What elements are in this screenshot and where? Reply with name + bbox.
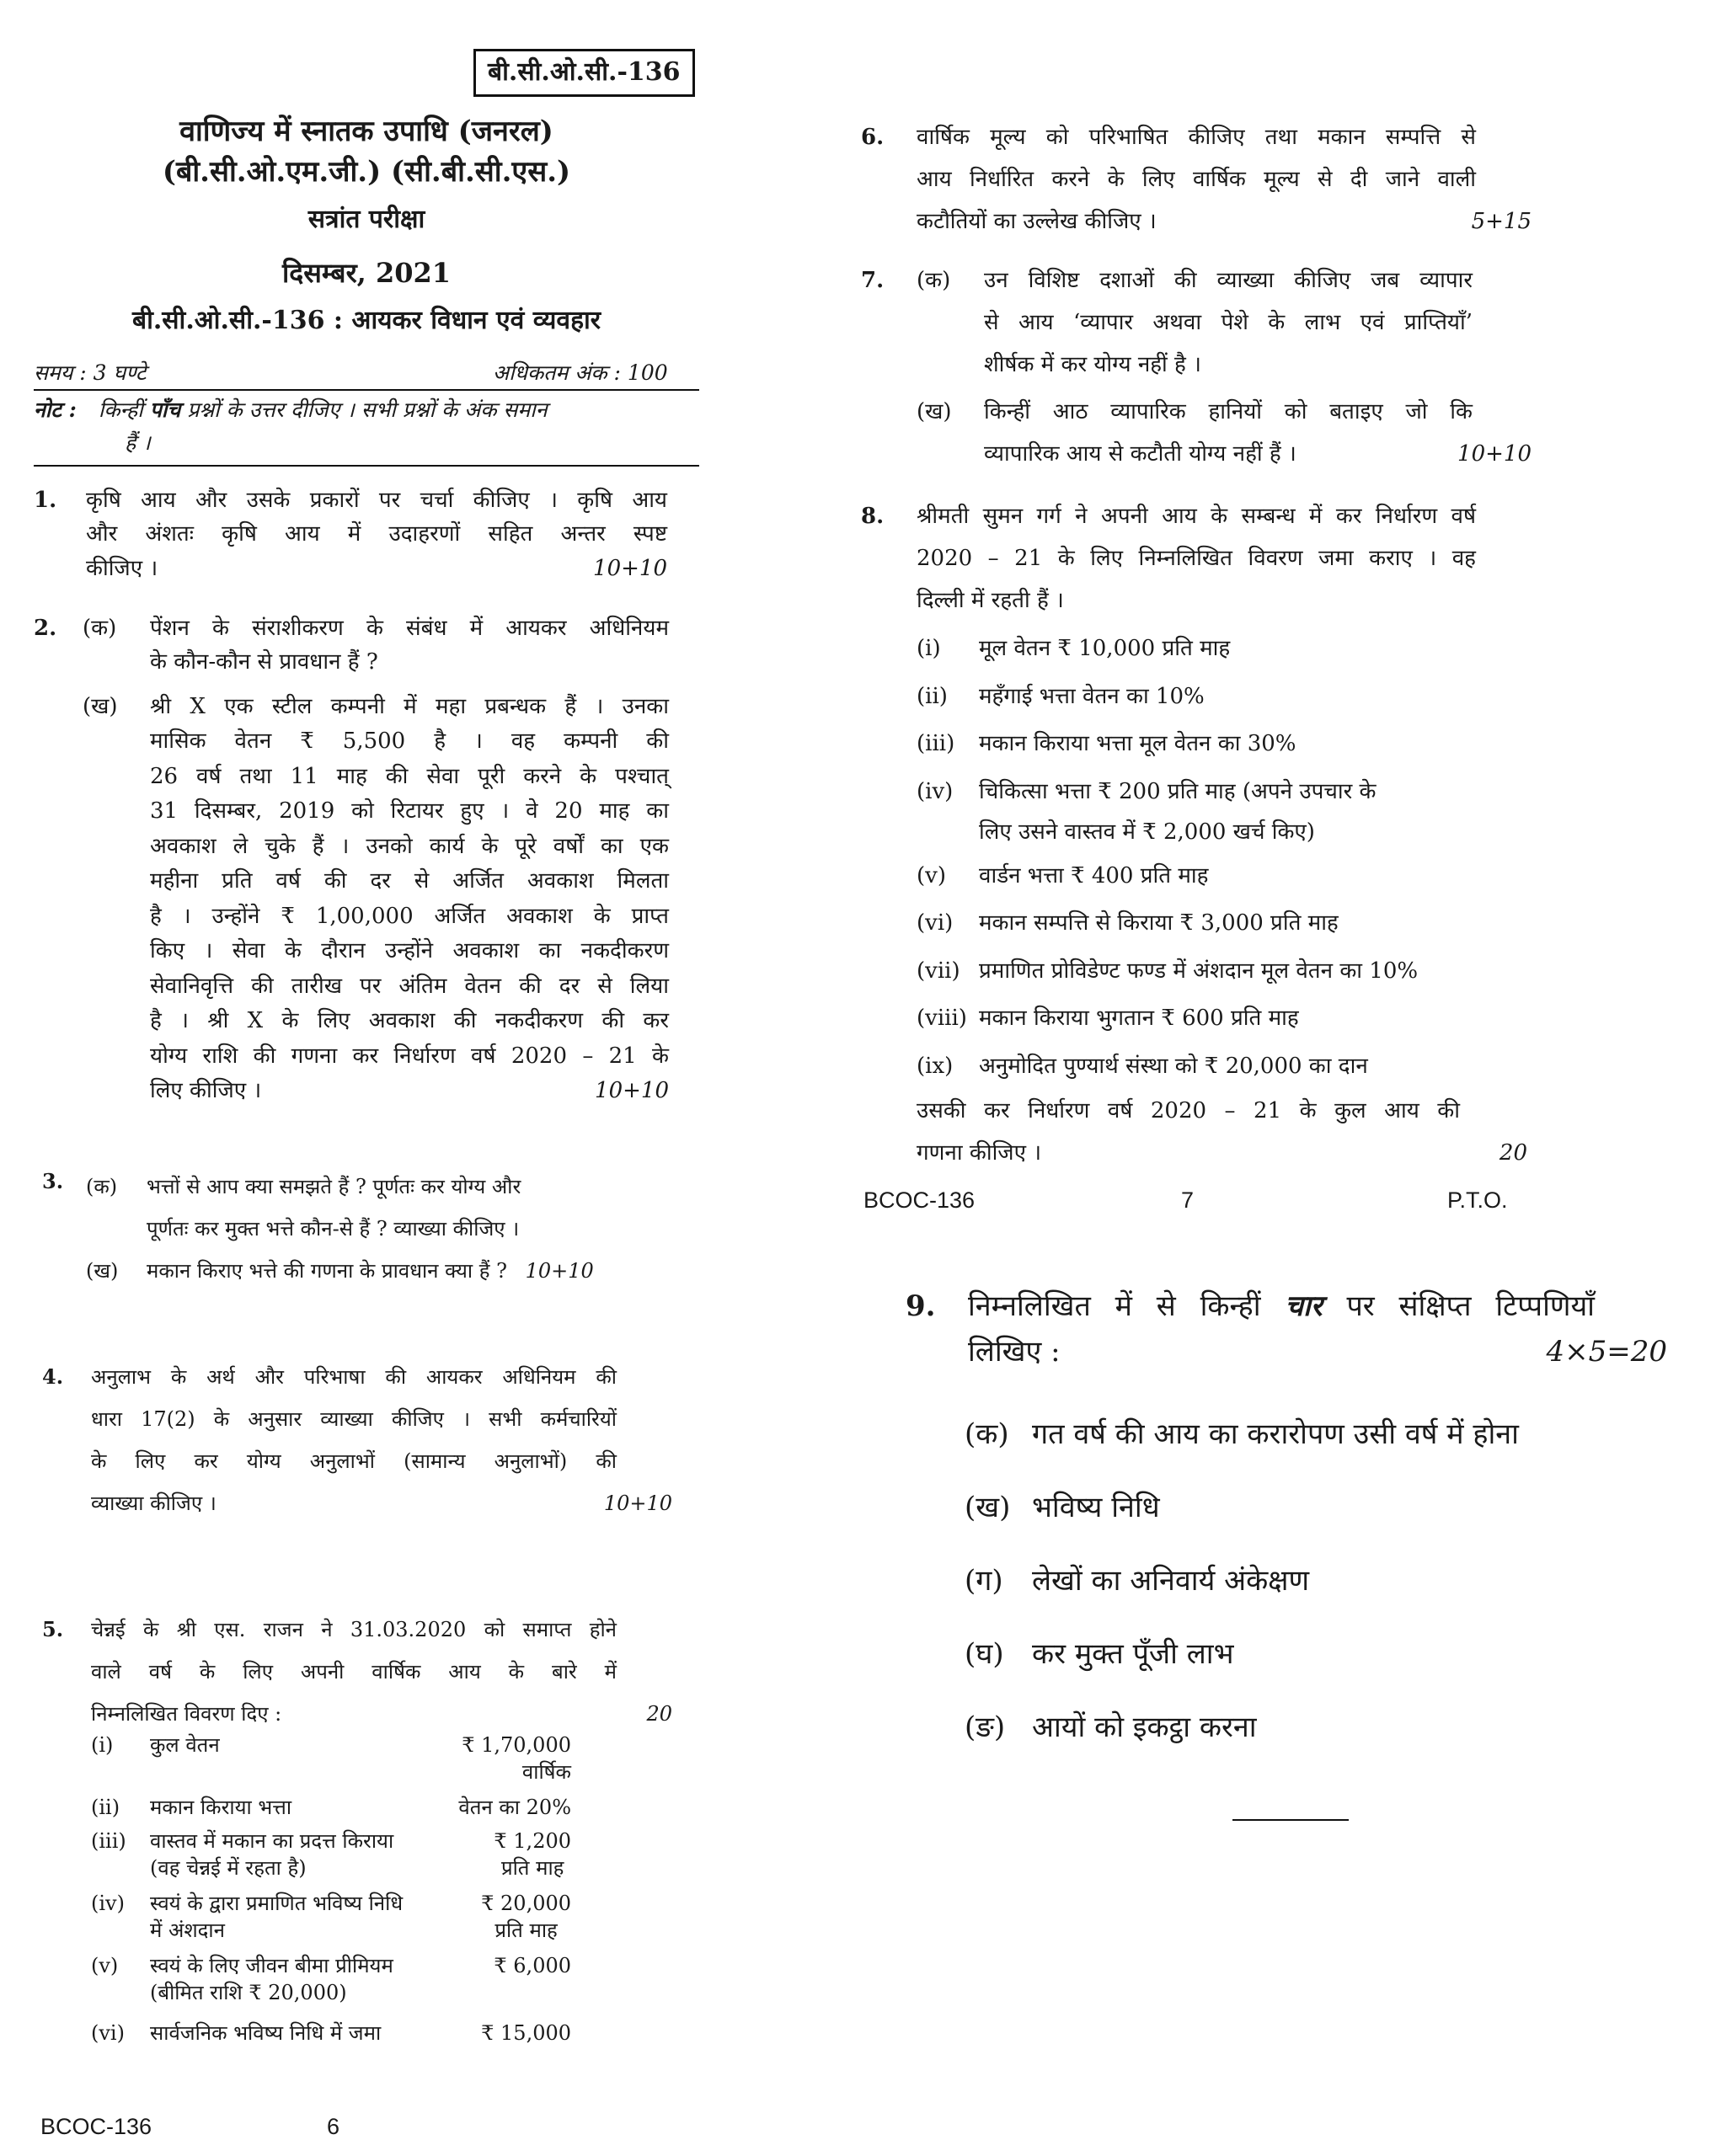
sub-label: (क): [917, 268, 951, 293]
footer-page-number: 7: [1181, 1187, 1195, 1213]
question-line: के कौन-कौन से प्रावधान हैं ?: [150, 649, 378, 675]
question-number: 1.: [34, 488, 57, 513]
question-line: निम्नलिखित में से किन्हीं चार पर संक्षिप्त टिप्पणियाँ: [968, 1289, 1595, 1323]
exam-title: सत्रांत परीक्षा: [307, 205, 425, 234]
question-line: मकान किराए भत्ते की गणना के प्रावधान क्या हैं ?: [147, 1259, 507, 1283]
marks: 10+10: [1457, 441, 1532, 467]
note-pre: किन्हीं: [98, 398, 143, 422]
header-rule-bottom: [34, 465, 699, 467]
list-item: (iv) चिकित्सा भत्ता ₹ 200 प्रति माह (अपने उपचार के लिए उसने वास्तव में ₹ 2,000 खर्च किए): [917, 778, 1377, 845]
programme-title: (बी.सी.ओ.एम.जी.) (सी.बी.सी.एस.): [162, 155, 571, 189]
question-9: [906, 1283, 1667, 1375]
list-item: (ग) लेखों का अनिवार्य अंकेक्षण: [965, 1564, 1310, 1598]
question-number: 6.: [861, 125, 885, 150]
list-item: (vi) सार्वजनिक भविष्य निधि में जमा ₹ 15,000: [91, 2021, 571, 2045]
course-code-box: [473, 49, 695, 97]
sub-label: (ख): [83, 693, 118, 719]
marks: 10+10: [525, 1259, 594, 1283]
note-line2: हैं ।: [125, 430, 151, 455]
question-line: वार्षिक मूल्य को परिभाषित कीजिए तथा मकान सम्पत्ति से: [917, 125, 1476, 150]
question-line: लिए कीजिए ।: [150, 1078, 262, 1104]
question-line: है । उन्होंने ₹ 1,00,000 अर्जित अवकाश के प्राप्त: [150, 903, 669, 929]
question-line: मासिक वेतन ₹ 5,500 है । वह कम्पनी की: [150, 728, 669, 755]
question-line: श्रीमती सुमन गर्ग ने अपनी आय के सम्बन्ध में कर निर्धारण वर्ष: [917, 504, 1476, 529]
marks: 20: [1499, 1140, 1527, 1166]
list-item: (ii) महँगाई भत्ता वेतन का 10%: [917, 683, 1205, 709]
question-line: से आय ‘व्यापार अथवा पेशे के लाभ एवं प्राप्तियाँ’: [984, 310, 1473, 335]
question-line: आय निर्धारित करने के लिए वार्षिक मूल्य से दी जाने वाली: [917, 167, 1476, 192]
list-item: (घ) कर मुक्त पूँजी लाभ: [965, 1637, 1234, 1671]
list-item: (ख) भविष्य निधि: [965, 1491, 1160, 1524]
question-4: [42, 1356, 672, 1524]
marks: 10+10: [603, 1492, 672, 1515]
list-item: (iv) स्वयं के द्वारा प्रमाणित भविष्य निधि में अंशदान ₹ 20,000 प्रति माह: [91, 1892, 571, 1942]
end-rule: [1232, 1819, 1349, 1821]
list-item: (i) कुल वेतन ₹ 1,70,000 वार्षिक: [91, 1733, 571, 1784]
list-item: (iii) मकान किराया भत्ता मूल वेतन का 30%: [917, 731, 1296, 756]
question-number: 8.: [861, 504, 885, 529]
q5-details-list: [91, 1732, 571, 2047]
question-line: व्यापारिक आय से कटौती योग्य नहीं हैं ।: [984, 441, 1296, 467]
sub-label: (क): [83, 616, 117, 641]
list-item: (ii) मकान किराया भत्ता वेतन का 20%: [91, 1796, 571, 1819]
sub-question-a: [83, 611, 699, 680]
question-line: है । श्री X के लिए अवकाश की नकदीकरण की कर: [150, 1008, 669, 1034]
question-line: वाले वर्ष के लिए अपनी वार्षिक आय के बारे में: [91, 1660, 617, 1684]
sub-label: (ख): [86, 1259, 119, 1283]
marks: 5+15: [1471, 209, 1532, 234]
footer-course-code: BCOC-136: [40, 2114, 152, 2139]
question-line: निम्नलिखित विवरण दिए :: [91, 1702, 282, 1726]
list-item: (vii) प्रमाणित प्रोविडेण्ट फण्ड में अंशदान मूल वेतन का 10%: [917, 958, 1419, 984]
list-item: (i) मूल वेतन ₹ 10,000 प्रति माह: [917, 636, 1231, 661]
question-8: [861, 495, 1526, 622]
question-line: उन विशिष्ट दशाओं की व्याख्या कीजिए जब व्यापार: [984, 268, 1473, 293]
question-line: अनुलाभ के अर्थ और परिभाषा की आयकर अधिनियम की: [91, 1365, 617, 1389]
marks: 4×5=20: [1546, 1335, 1667, 1369]
footer-page-number: 6: [327, 2114, 340, 2139]
list-item: (iii) वास्तव में मकान का प्रदत्त किराया (वह चेन्नई में रहता है) ₹ 1,200 प्रति माह: [91, 1829, 571, 1880]
note-bold: पाँच: [149, 398, 181, 422]
q8-details-list: [917, 625, 1527, 1174]
sub-label: (ख): [917, 399, 952, 424]
sub-question-b: [86, 1255, 632, 1287]
question-line: किन्हीं आठ व्यापारिक हानियों को बताइए जो कि: [984, 399, 1473, 424]
list-item: (v) स्वयं के लिए जीवन बीमा प्रीमियम (बीमित राशि ₹ 20,000) ₹ 6,000: [91, 1954, 571, 2004]
marks: 10+10: [595, 1078, 669, 1104]
question-line: धारा 17(2) के अनुसार व्याख्या कीजिए । सभी कर्मचारियों: [91, 1407, 617, 1431]
question-line: भत्तों से आप क्या समझते हैं ? पूर्णतः कर योग्य और: [147, 1175, 521, 1198]
question-line: 31 दिसम्बर, 2019 को रिटायर हुए । वे 20 माह का: [150, 798, 669, 825]
question-line: श्री X एक स्टील कम्पनी में महा प्रबन्धक हैं । उनका: [150, 693, 669, 719]
question-number: 7.: [861, 268, 885, 293]
header-rule-top: [34, 389, 699, 391]
question-line: महीना प्रति वर्ष की दर से अर्जित अवकाश मिलता: [150, 868, 669, 894]
question-line: 2020 – 21 के लिए निम्नलिखित विवरण जमा कराए । वह: [917, 546, 1476, 571]
sub-question-b: [83, 690, 699, 1109]
marks: 10+10: [593, 555, 667, 581]
note-label: नोट :: [34, 398, 77, 422]
question-6: [861, 116, 1532, 243]
question-number: 3.: [42, 1169, 64, 1193]
degree-title: वाणिज्य में स्नातक उपाधि (जनरल): [179, 115, 553, 148]
question-number: 2.: [34, 616, 57, 641]
list-item: (v) वार्डन भत्ता ₹ 400 प्रति माह: [917, 862, 1209, 889]
question-line: कीजिए ।: [86, 555, 158, 581]
sub-label: (क): [86, 1175, 118, 1198]
question-line: अवकाश ले चुके हैं । उनको कार्य के पूरे वर्षों का एक: [150, 833, 669, 859]
question-line: के लिए कर योग्य अनुलाभों (सामान्य अनुलाभों) की: [91, 1449, 617, 1473]
question-line: उसकी कर निर्धारण वर्ष 2020 – 21 के कुल आय की: [917, 1098, 1460, 1123]
footer-course-code: BCOC-136: [863, 1187, 976, 1213]
question-1: [34, 483, 699, 585]
question-line: पूर्णतः कर मुक्त भत्ते कौन-से हैं ? व्याख्या कीजिए ।: [147, 1217, 520, 1241]
max-marks: अधिकतम अंक : 100: [493, 360, 668, 385]
question-number: 9.: [906, 1289, 936, 1323]
question-line: 26 वर्ष तथा 11 माह की सेवा पूरी करने के पश्चात्: [150, 763, 669, 789]
question-5: [42, 1609, 672, 1735]
sub-question-a: [917, 259, 1526, 386]
question-line: किए । सेवा के दौरान उन्होंने अवकाश का नकदीकरण: [150, 938, 669, 964]
sub-question-a: [86, 1166, 632, 1250]
question-line: और अंशतः कृषि आय में उदाहरणों सहित अन्तर स्पष्ट: [86, 521, 667, 547]
list-item: (ङ) आयों को इकट्ठा करना: [965, 1710, 1257, 1744]
sub-question-b: [917, 391, 1532, 475]
question-line: गणना कीजिए ।: [917, 1140, 1042, 1166]
question-line: चेन्नई के श्री एस. राजन ने 31.03.2020 को समाप्त होने: [91, 1618, 617, 1641]
marks: 20: [646, 1702, 672, 1726]
instruction-note: [34, 394, 699, 460]
list-item: (vi) मकान सम्पत्ति से किराया ₹ 3,000 प्रति माह: [917, 910, 1339, 936]
question-line: व्याख्या कीजिए ।: [91, 1492, 217, 1515]
question-number: 5.: [42, 1617, 64, 1641]
question-number: 4.: [42, 1364, 64, 1389]
list-item: (क) गत वर्ष की आय का करारोपण उसी वर्ष में होना: [965, 1417, 1519, 1451]
note-post: प्रश्नों के उत्तर दीजिए । सभी प्रश्नों के अंक समान: [187, 398, 548, 422]
question-line: पेंशन के संराशीकरण के संबंध में आयकर अधिनियम: [150, 616, 669, 641]
question-line: शीर्षक में कर योग्य नहीं है ।: [984, 352, 1201, 377]
q9-topics-list: [965, 1398, 1655, 1764]
question-2: [34, 611, 699, 1109]
question-line: लिखिए :: [968, 1335, 1061, 1369]
session-title: दिसम्बर, 2021: [281, 257, 452, 289]
course-title: बी.सी.ओ.सी.-136 : आयकर विधान एवं व्यवहार: [131, 306, 601, 335]
question-line: दिल्ली में रहती हैं ।: [917, 588, 1064, 613]
question-line: कृषि आय और उसके प्रकारों पर चर्चा कीजिए । कृषि आय: [86, 488, 667, 513]
course-code: बी.सी.ओ.सी.-136: [488, 57, 681, 87]
list-item: (viii) मकान किराया भुगतान ₹ 600 प्रति माह: [917, 1006, 1299, 1031]
question-3: [42, 1166, 632, 1287]
question-7: [861, 259, 1532, 475]
question-line: कटौतियों का उल्लेख कीजिए ।: [917, 209, 1157, 234]
question-line: सेवानिवृत्ति की तारीख पर अंतिम वेतन की दर से लिया: [150, 973, 669, 999]
list-item: (ix) अनुमोदित पुण्यार्थ संस्था को ₹ 20,000 का दान: [917, 1053, 1368, 1079]
time-allowed: समय : 3 घण्टे: [34, 360, 147, 385]
footer-pto: P.T.O.: [1447, 1187, 1508, 1213]
question-line: योग्य राशि की गणना कर निर्धारण वर्ष 2020 – 21 के: [150, 1043, 669, 1069]
